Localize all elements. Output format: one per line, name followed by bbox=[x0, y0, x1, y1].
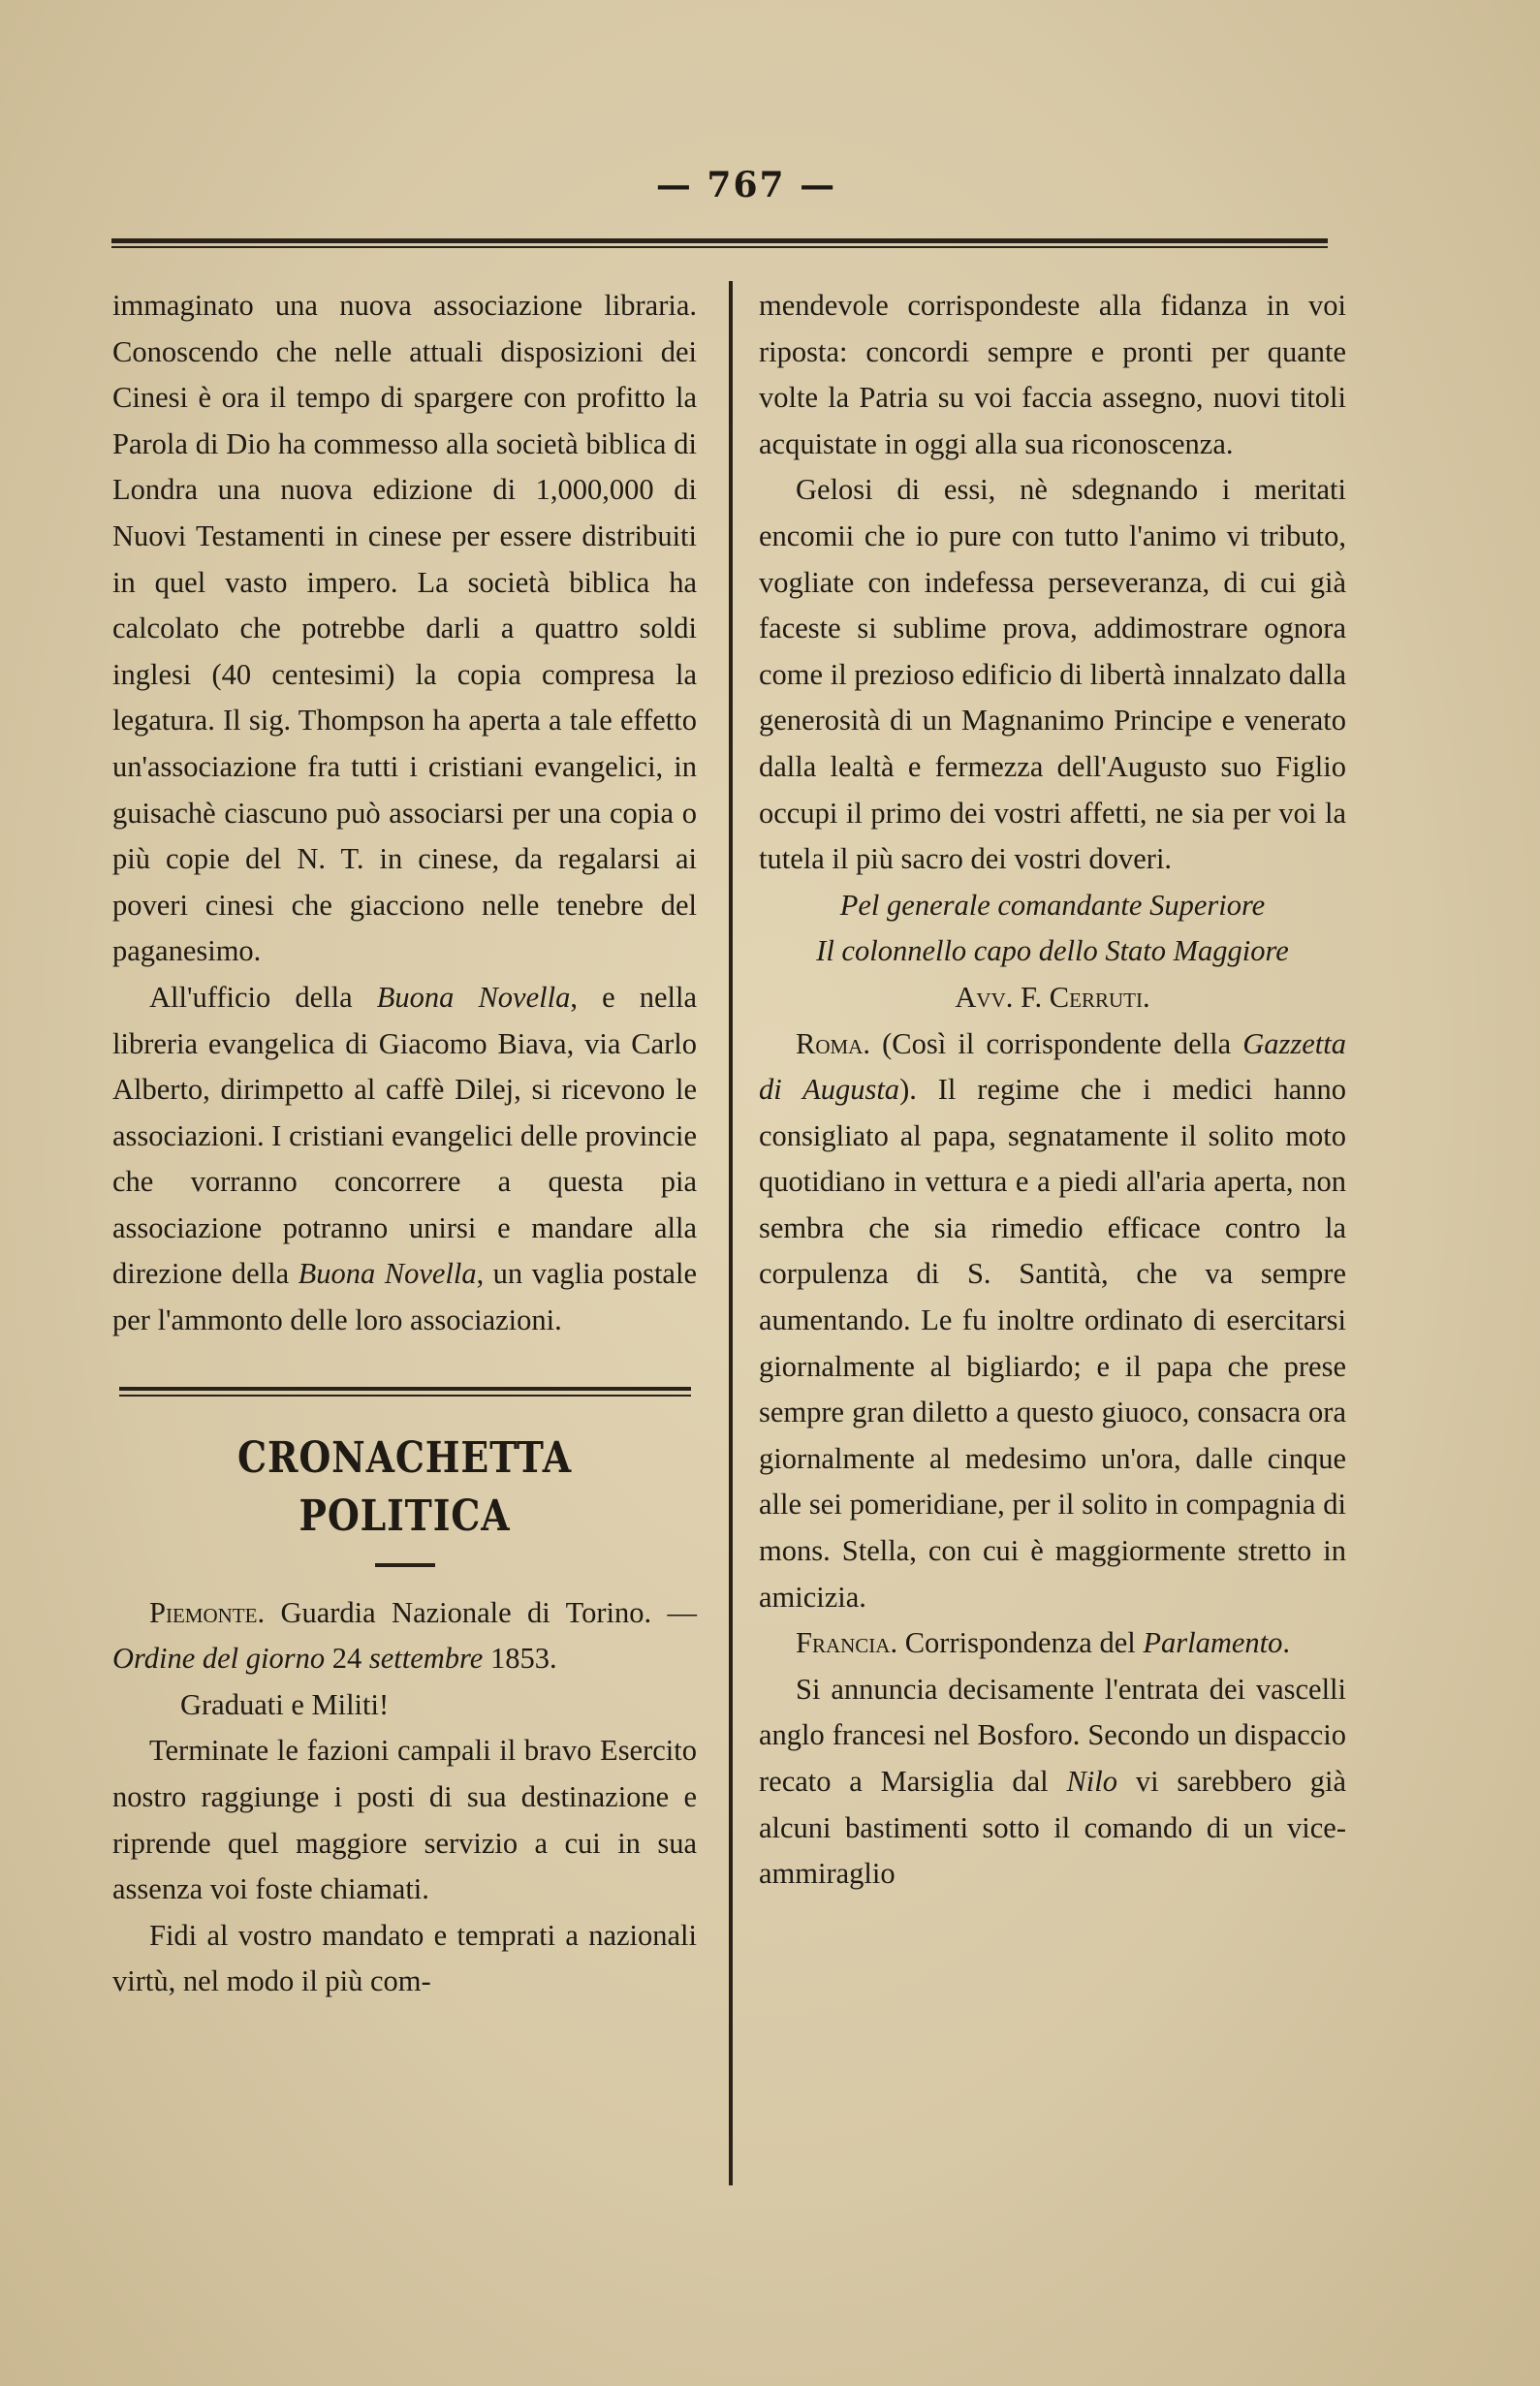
right-column bbox=[759, 283, 1346, 1898]
left-column bbox=[112, 283, 697, 2005]
paragraph: Si annuncia decisamente l'entrata dei vascelli anglo francesi nel Bosforo. Secondo un dispaccio recato a Marsiglia dal Nilo vi sarebbero già alcuni bastimenti sotto il comando di un vice-ammiraglio bbox=[759, 1672, 1347, 1891]
paragraph: immaginato una nuova associazione libraria. Conoscendo che nelle attuali disposizioni dei Cinesi è ora il tempo di spargere con profitto la Parola di Dio ha commesso alla società biblica di Londra una nuova edizione di 1,000,000 di Nuovi Testamenti in cinese per essere distribuiti in quel vasto impero. La società biblica ha calcolato che potrebbe darli a quattro soldi inglesi (40 centesimi) la copia compresa la legatura. Il sig. Thompson ha aperta a tale effetto un'associazione fra tutti i cristiani evangelici, in guisachè ciascuno può associarsi per una copia o più copie del N. T. in cinese, da regalarsi ai poveri cinesi che giacciono nelle tenebre del paganesimo. bbox=[112, 289, 697, 968]
section-rule bbox=[119, 1387, 691, 1391]
signature-line: Il colonnello capo dello Stato Maggiore bbox=[816, 934, 1289, 968]
paragraph: Francia. Corrispondenza del Parlamento. bbox=[796, 1626, 1290, 1660]
signature-line: Pel generale comandante Superiore bbox=[839, 888, 1266, 922]
paragraph: Gelosi di essi, nè sdegnando i meritati encomii che io pure con tutto l'animo vi tributo, vogliate con indefessa perseveranza, di cui già faceste si sublime prova, addimostrare ognora come il prezioso edificio di libertà innalzato dalla generosità di un Magnanimo Principe e venerato dalla lealtà e fermezza dell'Augusto suo Figlio occupi il primo dei vostri affetti, ne sia per voi la tutela il più sacro dei vostri doveri. bbox=[759, 473, 1346, 876]
signature-name: Avv. F. Cerruti. bbox=[955, 980, 1150, 1014]
column-divider bbox=[729, 281, 733, 2185]
section-title: CRONACHETTA POLITICA bbox=[237, 1432, 572, 1541]
salutation: Graduati e Militi! bbox=[180, 1687, 390, 1721]
page-number: — 767 — bbox=[655, 165, 837, 205]
paragraph: Fidi al vostro mandato e temprati a nazionali virtù, nel modo il più com- bbox=[112, 1918, 697, 1998]
header-rule bbox=[111, 238, 1328, 243]
paragraph: Piemonte. Guardia Nazionale di Torino. — Ordine del giorno 24 settembre 1853. bbox=[112, 1595, 697, 1676]
paragraph: Roma. (Così il corrispondente della Gazzetta di Augusta). Il regime che i medici hanno consigliato al papa, segnatamente il solito moto quotidiano in vettura e a piedi all'aria aperta, non sembra che sia rimedio efficace contro la corpulenza di S. Santità, che va sempre aumentando. Le fu inoltre ordinato di esercitarsi giornalmente al bigliardo; e il papa che prese sempre gran diletto a questo giuoco, consacra ora giornalmente al medesimo un'ora, dalle cinque alle sei pomeridiane, per il solito in compagnia di mons. Stella, con cui è maggiormente stretto in amicizia. bbox=[759, 1026, 1346, 1614]
paragraph: mendevole corrispondeste alla fidanza in voi riposta: concordi sempre e pronti per quante volte la Patria su voi faccia assegno, nuovi titoli acquistate in oggi alla sua riconoscenza. bbox=[759, 289, 1346, 460]
paragraph: Terminate le fazioni campali il bravo Esercito nostro raggiunge i posti di sua destinazione e riprende quel maggiore servizio a cui in sua assenza voi foste chiamati. bbox=[112, 1734, 697, 1906]
title-underline bbox=[375, 1563, 435, 1567]
paragraph: All'ufficio della Buona Novella, e nella libreria evangelica di Giacomo Biava, via Carlo Alberto, dirimpetto al caffè Dilej, si ricevono le associazioni. I cristiani evangelici delle provincie che vorranno concorrere a questa pia associazione potranno unirsi e mandare alla direzione della Buona Novella, un vaglia postale per l'ammonto delle loro associazioni. bbox=[112, 980, 697, 1337]
